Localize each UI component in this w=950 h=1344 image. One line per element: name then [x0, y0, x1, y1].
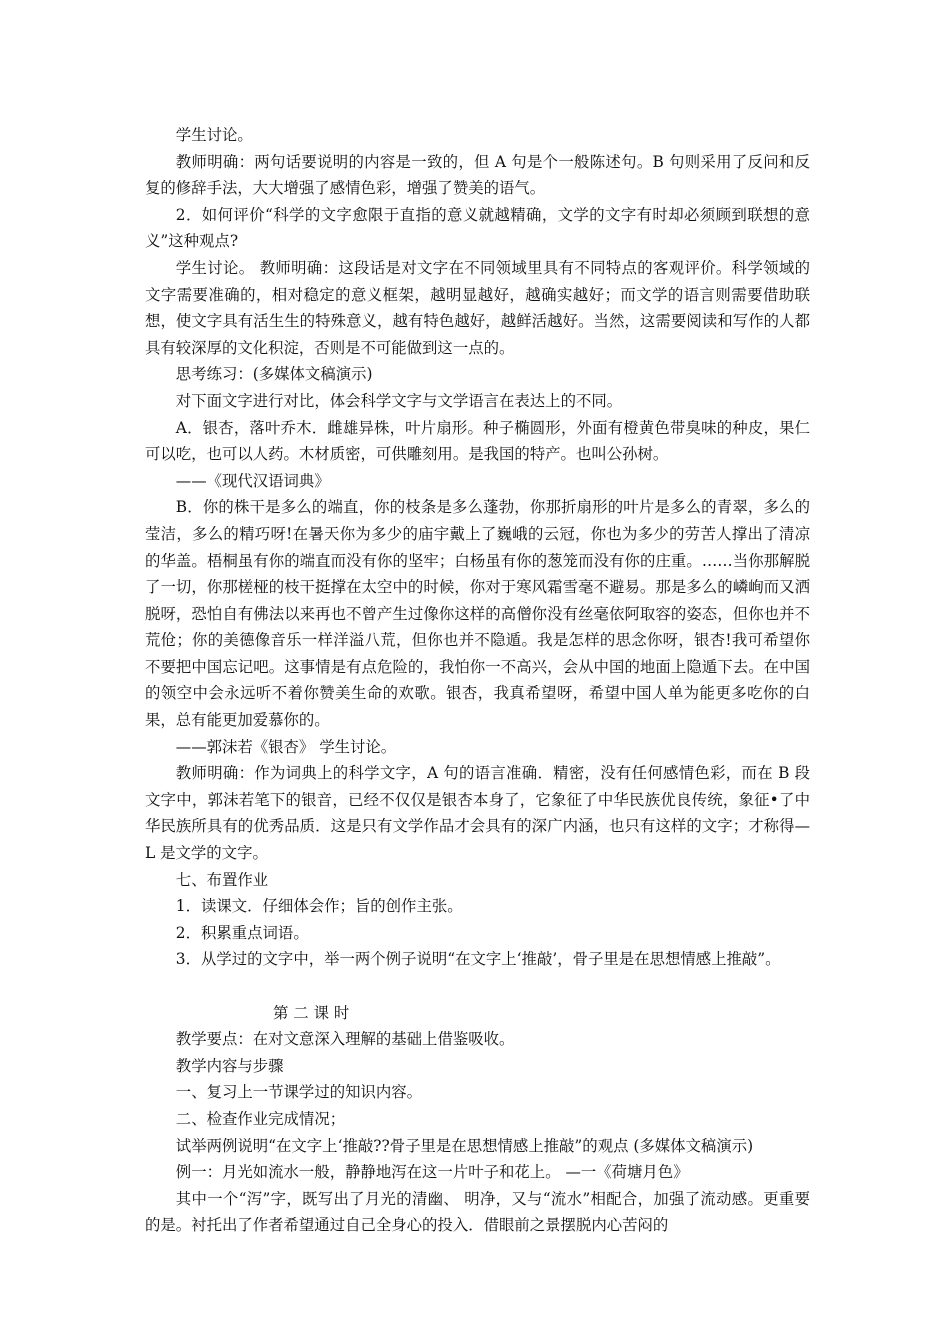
paragraph: 试举两例说明“在文字上‘推敲??骨子里是在思想情感上推敲”的观点 (多媒体文稿演示): [175, 1136, 754, 1155]
paragraph: 学生讨论。 教师明确：这段话是对文字在不同领域里具有不同特点的客观评价。科学领域的文字需要准确的，相对稳定的意义框架，越明显越好，越确实越好；而文学的语言则需要借助联想，使文字具有活生生的特殊意义，越有特色越好，越鲜活越好。当然，这需要阅读和写作的人都具有较深厚的文化积淀，否则是不可能做到这一点的。: [145, 258, 810, 357]
paragraph: 教学要点：在对文意深入理解的基础上借鉴吸收。: [175, 1030, 515, 1049]
blank-line: [145, 973, 810, 1000]
paragraph: 教师明确：两句话要说明的内容是一致的，但 A 句是个一般陈述句。B 句则采用了反问和反复的修辞手法，大大增强了感情色彩，增强了赞美的语气。: [145, 152, 810, 198]
list-item: 3．从学过的文字中，举一两个例子说明“在文字上‘推敲’，骨子里是在思想情感上推敲”。: [175, 950, 781, 969]
paragraph: 例一：月光如流水一般，静静地泻在这一片叶子和花上。 —一《荷塘月色》: [175, 1163, 689, 1182]
list-item: 1．读课文．仔细体会作；旨的创作主张。: [175, 897, 463, 916]
paragraph: A．银杏，落叶乔木．雌雄异株，叶片扇形。种子椭圆形，外面有橙黄色带臭味的种皮，果仁可以吃，也可以人药。木材质密，可供雕刻用。是我国的特产。也叫公孙树。: [145, 418, 810, 464]
document-page: [145, 122, 810, 1239]
list-item: 2．积累重点词语。: [175, 923, 309, 942]
paragraph: 2．如何评价“科学的文字愈限于直指的意义就越精确，文学的文字有时却必须顾到联想的意义”这种观点?: [145, 205, 810, 251]
paragraph: 其中一个“泻”字，既写出了月光的清幽、 明净，又与“流水”相配合，加强了流动感。更重要的是。衬托出了作者希望通过自己全身心的投入．借眼前之景摆脱内心苦闷的: [145, 1189, 810, 1235]
citation: ——郭沫若《银杏》 学生讨论。: [175, 737, 397, 756]
paragraph: 思考练习：(多媒体文稿演示): [175, 365, 373, 384]
lesson-heading: 第 二 课 时: [273, 1003, 350, 1022]
section-heading: 七、布置作业: [175, 870, 269, 889]
paragraph: B．你的株干是多么的端直，你的枝条是多么蓬勃，你那折扇形的叶片是多么的青翠，多么的莹洁，多么的精巧呀!在暑天你为多少的庙宇戴上了巍峨的云冠，你也为多少的劳苦人撑出了清凉的华盖。梧桐虽有你的端直而没有你的坚牢；白杨虽有你的葱笼而没有你的庄重。……当你那解脱了一切，你那槎桠的枝干挺撑在太空中的时候，你对于寒风霜雪毫不避易。那是多么的嶙峋而又洒脱呀，恐怕自有佛法以来再也不曾产生过像你这样的高僧你没有丝毫依阿取容的姿态，但你也并不荒伧；你的美德像音乐一样洋溢八荒，但你也并不隐遁。我是怎样的思念你呀，银杏!我可希望你不要把中国忘记吧。这事情是有点危险的，我怕你一不高兴，会从中国的地面上隐遁下去。在中国的领空中会永远听不着你赞美生命的欢歌。银杏，我真希望呀，希望中国人单为能更多吃你的白果，总有能更加爱慕你的。: [145, 498, 810, 730]
citation: ——《现代汉语词典》: [175, 471, 330, 490]
paragraph: 教学内容与步骤: [175, 1056, 284, 1075]
paragraph: 教师明确：作为词典上的科学文字，A 句的语言准确．精密，没有任何感情色彩，而在 B 段文字中，郭沫若笔下的银音，已经不仅仅是银杏本身了，它象征了中华民族优良传统，象征•了中华民族所具有的优秀品质．这是只有文学作品才会具有的深广内涵，也只有这样的文字；才称得—L 是文学的文字。: [145, 764, 810, 863]
paragraph: 学生讨论。: [175, 126, 253, 144]
paragraph: 对下面文字进行对比，体会科学文字与文学语言在表达上的不同。: [175, 391, 623, 410]
paragraph: 二、检查作业完成情况；: [175, 1109, 346, 1128]
paragraph: 一、复习上一节课学过的知识内容。: [175, 1083, 423, 1102]
